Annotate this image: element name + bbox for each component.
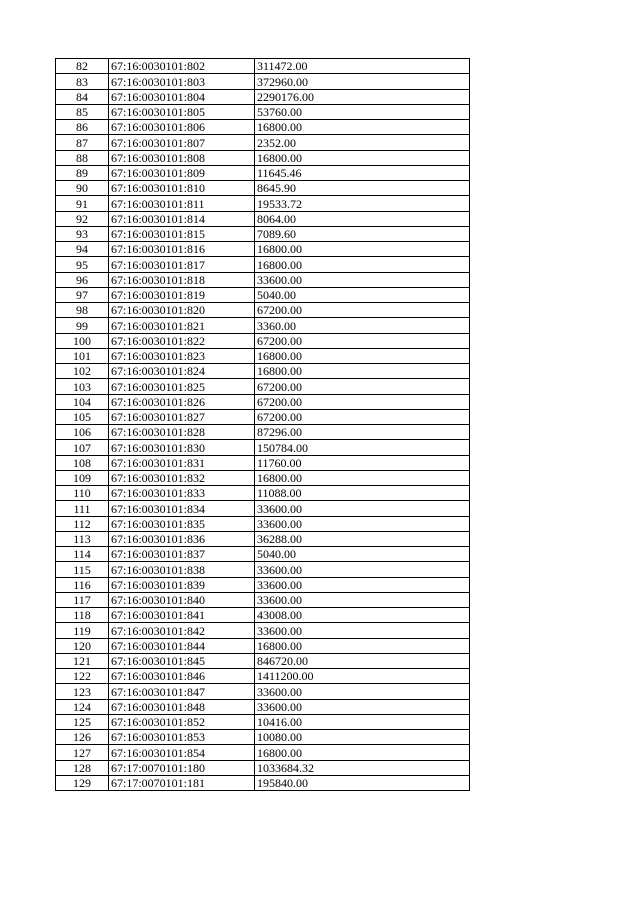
row-number-cell: 87	[56, 135, 109, 150]
row-number-cell: 91	[56, 196, 109, 211]
value-cell: 2352.00	[255, 135, 470, 150]
row-number-cell: 111	[56, 501, 109, 516]
value-cell: 16800.00	[255, 120, 470, 135]
value-cell: 53760.00	[255, 104, 470, 119]
value-cell: 33600.00	[255, 272, 470, 287]
value-cell: 150784.00	[255, 440, 470, 455]
table-row	[56, 730, 470, 745]
value-cell: 67200.00	[255, 303, 470, 318]
cadastral-number-cell: 67:16:0030101:837	[109, 547, 255, 562]
cadastral-number-cell: 67:16:0030101:810	[109, 181, 255, 196]
value-cell: 33600.00	[255, 684, 470, 699]
row-number-cell: 117	[56, 592, 109, 607]
table-row	[56, 348, 470, 363]
row-number-cell: 119	[56, 623, 109, 638]
value-cell: 16800.00	[255, 242, 470, 257]
value-cell: 16800.00	[255, 348, 470, 363]
table-row	[56, 425, 470, 440]
cadastral-number-cell: 67:16:0030101:853	[109, 730, 255, 745]
cadastral-number-cell: 67:16:0030101:844	[109, 638, 255, 653]
value-cell: 7089.60	[255, 226, 470, 241]
table-row	[56, 684, 470, 699]
cadastral-number-cell: 67:16:0030101:841	[109, 608, 255, 623]
cadastral-number-cell: 67:16:0030101:833	[109, 486, 255, 501]
cadastral-number-cell: 67:16:0030101:820	[109, 303, 255, 318]
row-number-cell: 113	[56, 531, 109, 546]
row-number-cell: 86	[56, 120, 109, 135]
row-number-cell: 92	[56, 211, 109, 226]
cadastral-number-cell: 67:16:0030101:802	[109, 59, 255, 74]
cadastral-number-cell: 67:16:0030101:816	[109, 242, 255, 257]
value-cell: 33600.00	[255, 516, 470, 531]
table-row	[56, 287, 470, 302]
row-number-cell: 101	[56, 348, 109, 363]
cadastral-number-cell: 67:16:0030101:808	[109, 150, 255, 165]
row-number-cell: 121	[56, 653, 109, 668]
row-number-cell: 128	[56, 760, 109, 775]
value-cell: 16800.00	[255, 638, 470, 653]
cadastral-number-cell: 67:17:0070101:181	[109, 775, 255, 790]
value-cell: 5040.00	[255, 547, 470, 562]
table-body	[56, 59, 470, 791]
cadastral-number-cell: 67:16:0030101:848	[109, 699, 255, 714]
value-cell: 33600.00	[255, 577, 470, 592]
cadastral-number-cell: 67:16:0030101:847	[109, 684, 255, 699]
cadastral-number-cell: 67:16:0030101:807	[109, 135, 255, 150]
table-row	[56, 638, 470, 653]
table-row	[56, 501, 470, 516]
value-cell: 16800.00	[255, 470, 470, 485]
value-cell: 372960.00	[255, 74, 470, 89]
cadastral-number-cell: 67:16:0030101:842	[109, 623, 255, 638]
row-number-cell: 84	[56, 89, 109, 104]
row-number-cell: 99	[56, 318, 109, 333]
value-cell: 8064.00	[255, 211, 470, 226]
value-cell: 11645.46	[255, 165, 470, 180]
row-number-cell: 122	[56, 669, 109, 684]
row-number-cell: 109	[56, 470, 109, 485]
cadastral-number-cell: 67:16:0030101:825	[109, 379, 255, 394]
row-number-cell: 106	[56, 425, 109, 440]
table-row	[56, 623, 470, 638]
value-cell: 1033684.32	[255, 760, 470, 775]
value-cell: 33600.00	[255, 562, 470, 577]
value-cell: 10080.00	[255, 730, 470, 745]
table-row	[56, 120, 470, 135]
cadastral-number-cell: 67:16:0030101:821	[109, 318, 255, 333]
value-cell: 33600.00	[255, 699, 470, 714]
cadastral-number-cell: 67:16:0030101:809	[109, 165, 255, 180]
row-number-cell: 129	[56, 775, 109, 790]
row-number-cell: 107	[56, 440, 109, 455]
table-row	[56, 653, 470, 668]
row-number-cell: 82	[56, 59, 109, 74]
value-cell: 8645.90	[255, 181, 470, 196]
table-row	[56, 547, 470, 562]
cadastral-number-cell: 67:16:0030101:840	[109, 592, 255, 607]
row-number-cell: 88	[56, 150, 109, 165]
row-number-cell: 105	[56, 409, 109, 424]
value-cell: 16800.00	[255, 364, 470, 379]
table-row	[56, 272, 470, 287]
row-number-cell: 100	[56, 333, 109, 348]
row-number-cell: 125	[56, 714, 109, 729]
table-row	[56, 318, 470, 333]
table-row	[56, 455, 470, 470]
value-cell: 2290176.00	[255, 89, 470, 104]
table-row	[56, 211, 470, 226]
cadastral-number-cell: 67:16:0030101:832	[109, 470, 255, 485]
cadastral-number-cell: 67:16:0030101:828	[109, 425, 255, 440]
table-row	[56, 745, 470, 760]
cadastral-number-cell: 67:16:0030101:839	[109, 577, 255, 592]
table-row	[56, 562, 470, 577]
table-row	[56, 592, 470, 607]
row-number-cell: 94	[56, 242, 109, 257]
value-cell: 3360.00	[255, 318, 470, 333]
table-row	[56, 775, 470, 790]
row-number-cell: 97	[56, 287, 109, 302]
table-row	[56, 59, 470, 74]
row-number-cell: 124	[56, 699, 109, 714]
cadastral-number-cell: 67:16:0030101:819	[109, 287, 255, 302]
value-cell: 311472.00	[255, 59, 470, 74]
value-cell: 1411200.00	[255, 669, 470, 684]
cadastral-number-cell: 67:16:0030101:845	[109, 653, 255, 668]
row-number-cell: 95	[56, 257, 109, 272]
table-row	[56, 394, 470, 409]
row-number-cell: 114	[56, 547, 109, 562]
table-row	[56, 470, 470, 485]
table-row	[56, 379, 470, 394]
value-cell: 5040.00	[255, 287, 470, 302]
table-row	[56, 303, 470, 318]
table-row	[56, 577, 470, 592]
table-row	[56, 699, 470, 714]
row-number-cell: 112	[56, 516, 109, 531]
row-number-cell: 104	[56, 394, 109, 409]
row-number-cell: 90	[56, 181, 109, 196]
table-row	[56, 181, 470, 196]
cadastral-number-cell: 67:16:0030101:846	[109, 669, 255, 684]
cadastral-number-cell: 67:16:0030101:823	[109, 348, 255, 363]
cadastral-value-table	[55, 58, 470, 791]
cadastral-number-cell: 67:17:0070101:180	[109, 760, 255, 775]
table-row	[56, 608, 470, 623]
table-row	[56, 531, 470, 546]
row-number-cell: 89	[56, 165, 109, 180]
cadastral-number-cell: 67:16:0030101:831	[109, 455, 255, 470]
table-row	[56, 333, 470, 348]
value-cell: 67200.00	[255, 333, 470, 348]
row-number-cell: 127	[56, 745, 109, 760]
cadastral-number-cell: 67:16:0030101:818	[109, 272, 255, 287]
cadastral-number-cell: 67:16:0030101:826	[109, 394, 255, 409]
cadastral-number-cell: 67:16:0030101:803	[109, 74, 255, 89]
row-number-cell: 118	[56, 608, 109, 623]
row-number-cell: 85	[56, 104, 109, 119]
cadastral-number-cell: 67:16:0030101:824	[109, 364, 255, 379]
cadastral-number-cell: 67:16:0030101:835	[109, 516, 255, 531]
table-row	[56, 364, 470, 379]
cadastral-number-cell: 67:16:0030101:815	[109, 226, 255, 241]
value-cell: 11088.00	[255, 486, 470, 501]
cadastral-number-cell: 67:16:0030101:805	[109, 104, 255, 119]
row-number-cell: 115	[56, 562, 109, 577]
cadastral-number-cell: 67:16:0030101:838	[109, 562, 255, 577]
value-cell: 195840.00	[255, 775, 470, 790]
row-number-cell: 93	[56, 226, 109, 241]
table-row	[56, 104, 470, 119]
table-row	[56, 257, 470, 272]
row-number-cell: 83	[56, 74, 109, 89]
value-cell: 33600.00	[255, 592, 470, 607]
value-cell: 19533.72	[255, 196, 470, 211]
row-number-cell: 126	[56, 730, 109, 745]
table-row	[56, 135, 470, 150]
value-cell: 846720.00	[255, 653, 470, 668]
row-number-cell: 120	[56, 638, 109, 653]
value-cell: 33600.00	[255, 501, 470, 516]
cadastral-number-cell: 67:16:0030101:822	[109, 333, 255, 348]
cadastral-number-cell: 67:16:0030101:817	[109, 257, 255, 272]
cadastral-number-cell: 67:16:0030101:814	[109, 211, 255, 226]
table-row	[56, 74, 470, 89]
table-row	[56, 242, 470, 257]
row-number-cell: 103	[56, 379, 109, 394]
cadastral-number-cell: 67:16:0030101:836	[109, 531, 255, 546]
value-cell: 67200.00	[255, 379, 470, 394]
table-row	[56, 669, 470, 684]
table-row	[56, 226, 470, 241]
cadastral-number-cell: 67:16:0030101:804	[109, 89, 255, 104]
value-cell: 67200.00	[255, 409, 470, 424]
cadastral-number-cell: 67:16:0030101:830	[109, 440, 255, 455]
cadastral-number-cell: 67:16:0030101:827	[109, 409, 255, 424]
value-cell: 36288.00	[255, 531, 470, 546]
row-number-cell: 116	[56, 577, 109, 592]
value-cell: 43008.00	[255, 608, 470, 623]
table-row	[56, 760, 470, 775]
cadastral-number-cell: 67:16:0030101:852	[109, 714, 255, 729]
row-number-cell: 110	[56, 486, 109, 501]
row-number-cell: 108	[56, 455, 109, 470]
table-row	[56, 516, 470, 531]
row-number-cell: 102	[56, 364, 109, 379]
value-cell: 67200.00	[255, 394, 470, 409]
value-cell: 16800.00	[255, 150, 470, 165]
cadastral-number-cell: 67:16:0030101:854	[109, 745, 255, 760]
table-row	[56, 486, 470, 501]
value-cell: 16800.00	[255, 257, 470, 272]
row-number-cell: 123	[56, 684, 109, 699]
table-row	[56, 714, 470, 729]
value-cell: 10416.00	[255, 714, 470, 729]
value-cell: 11760.00	[255, 455, 470, 470]
table-row	[56, 409, 470, 424]
table-row	[56, 89, 470, 104]
table-row	[56, 150, 470, 165]
row-number-cell: 96	[56, 272, 109, 287]
table-row	[56, 440, 470, 455]
table-row	[56, 196, 470, 211]
row-number-cell: 98	[56, 303, 109, 318]
cadastral-number-cell: 67:16:0030101:834	[109, 501, 255, 516]
cadastral-number-cell: 67:16:0030101:806	[109, 120, 255, 135]
cadastral-number-cell: 67:16:0030101:811	[109, 196, 255, 211]
table-row	[56, 165, 470, 180]
value-cell: 33600.00	[255, 623, 470, 638]
value-cell: 16800.00	[255, 745, 470, 760]
value-cell: 87296.00	[255, 425, 470, 440]
